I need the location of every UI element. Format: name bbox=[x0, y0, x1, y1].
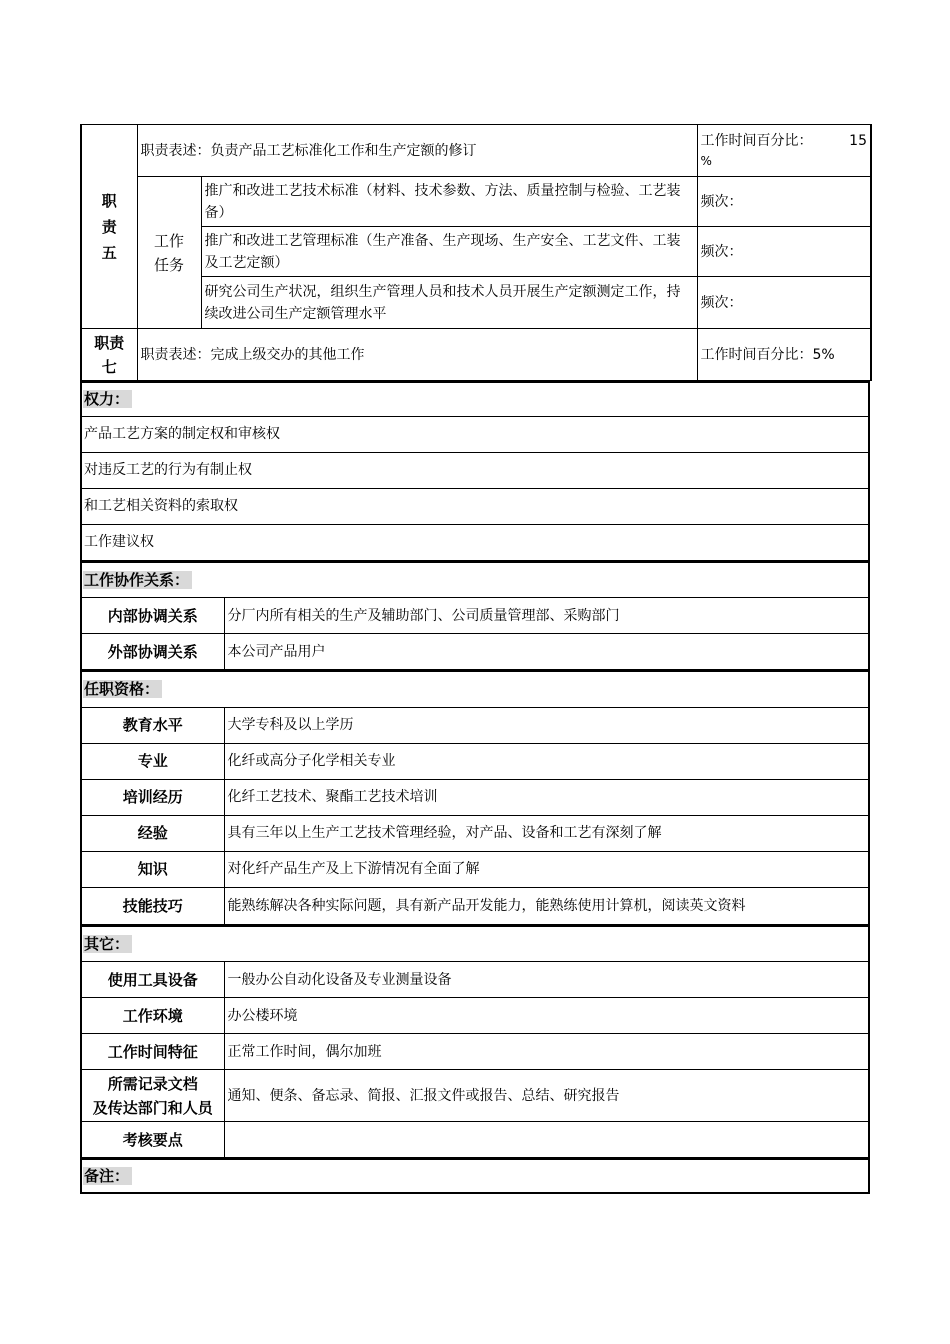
other-label: 工作环境 bbox=[81, 998, 224, 1034]
qualification-row bbox=[81, 743, 869, 779]
duty5-task-3-frequency: 频次： bbox=[697, 277, 871, 329]
duty5-time-percent-value: 15 bbox=[849, 132, 867, 149]
other-label: 考核要点 bbox=[81, 1122, 224, 1158]
other-table bbox=[80, 925, 870, 1159]
qualification-label: 技能技巧 bbox=[81, 887, 224, 924]
duty7-row bbox=[81, 329, 871, 381]
duty5-task-1-frequency: 频次： bbox=[697, 177, 871, 227]
relation-label: 内部协调关系 bbox=[81, 598, 224, 634]
duty5-time-percent-label: 工作时间百分比： bbox=[700, 132, 813, 149]
powers-table bbox=[80, 381, 870, 561]
duty7-time-percent: 工作时间百分比：5% bbox=[697, 329, 871, 381]
other-heading: 其它： bbox=[81, 926, 869, 962]
duty5-label: 职 责 五 bbox=[81, 125, 137, 329]
duty7-label: 职责 七 bbox=[81, 329, 137, 381]
qualification-row bbox=[81, 707, 869, 743]
duties-table bbox=[80, 124, 872, 381]
qualification-row bbox=[81, 851, 869, 887]
duty5-time-percent bbox=[697, 125, 871, 177]
remarks-heading: 备注： bbox=[81, 1159, 869, 1193]
other-label: 使用工具设备 bbox=[81, 962, 224, 998]
qualifications-table bbox=[80, 670, 870, 925]
qualification-value: 能熟练解决各种实际问题，具有新产品开发能力，能熟练使用计算机，阅读英文资料 bbox=[224, 887, 869, 924]
qualification-label: 培训经历 bbox=[81, 779, 224, 815]
relations-table bbox=[80, 561, 870, 671]
duty5-task-2-frequency: 频次： bbox=[697, 227, 871, 277]
power-item: 和工艺相关资料的索取权 bbox=[81, 488, 869, 524]
power-item: 对违反工艺的行为有制止权 bbox=[81, 452, 869, 488]
other-value: 一般办公自动化设备及专业测量设备 bbox=[224, 962, 869, 998]
relation-value: 本公司产品用户 bbox=[224, 634, 869, 670]
power-item: 产品工艺方案的制定权和审核权 bbox=[81, 416, 869, 452]
qualification-label: 专业 bbox=[81, 743, 224, 779]
qualification-value: 大学专科及以上学历 bbox=[224, 707, 869, 743]
duty7-description: 职责表述：完成上级交办的其他工作 bbox=[137, 329, 697, 381]
other-row bbox=[81, 998, 869, 1034]
qualification-label: 教育水平 bbox=[81, 707, 224, 743]
other-row bbox=[81, 1122, 869, 1158]
duty5-description-row bbox=[81, 125, 871, 177]
relations-heading: 工作协作关系： bbox=[81, 562, 869, 598]
qualifications-heading: 任职资格： bbox=[81, 671, 869, 707]
relation-row bbox=[81, 634, 869, 670]
qualification-value: 对化纤产品生产及上下游情况有全面了解 bbox=[224, 851, 869, 887]
other-label: 所需记录文档 及传达部门和人员 bbox=[81, 1070, 224, 1122]
qualification-value: 化纤或高分子化学相关专业 bbox=[224, 743, 869, 779]
other-row bbox=[81, 1034, 869, 1070]
relation-label: 外部协调关系 bbox=[81, 634, 224, 670]
qualification-row bbox=[81, 887, 869, 924]
other-value: 办公楼环境 bbox=[224, 998, 869, 1034]
qualification-label: 知识 bbox=[81, 851, 224, 887]
qualification-value: 化纤工艺技术、聚酯工艺技术培训 bbox=[224, 779, 869, 815]
job-description-page bbox=[80, 124, 870, 1194]
duty5-task-3: 研究公司生产状况，组织生产管理人员和技术人员开展生产定额测定工作，持续改进公司生产定额管理水平 bbox=[201, 277, 697, 329]
powers-heading: 权力： bbox=[81, 382, 869, 416]
other-row bbox=[81, 962, 869, 998]
duty5-task-label: 工作 任务 bbox=[137, 177, 201, 329]
qualification-value: 具有三年以上生产工艺技术管理经验，对产品、设备和工艺有深刻了解 bbox=[224, 815, 869, 851]
duty5-description: 职责表述：负责产品工艺标准化工作和生产定额的修订 bbox=[137, 125, 697, 177]
qualification-row bbox=[81, 779, 869, 815]
other-value: 正常工作时间，偶尔加班 bbox=[224, 1034, 869, 1070]
duty5-task-1: 推广和改进工艺技术标准（材料、技术参数、方法、质量控制与检验、工艺装备） bbox=[201, 177, 697, 227]
power-item: 工作建议权 bbox=[81, 524, 869, 560]
other-row bbox=[81, 1070, 869, 1122]
other-value: 通知、便条、备忘录、简报、汇报文件或报告、总结、研究报告 bbox=[224, 1070, 869, 1122]
other-label: 工作时间特征 bbox=[81, 1034, 224, 1070]
duty5-task-2: 推广和改进工艺管理标准（生产准备、生产现场、生产安全、工艺文件、工装及工艺定额） bbox=[201, 227, 697, 277]
duty5-task-row bbox=[81, 177, 871, 227]
other-value bbox=[224, 1122, 869, 1158]
relation-row bbox=[81, 598, 869, 634]
duty5-time-percent-suffix: % bbox=[700, 153, 712, 168]
qualification-label: 经验 bbox=[81, 815, 224, 851]
remarks-table bbox=[80, 1158, 870, 1194]
relation-value: 分厂内所有相关的生产及辅助部门、公司质量管理部、采购部门 bbox=[224, 598, 869, 634]
qualification-row bbox=[81, 815, 869, 851]
